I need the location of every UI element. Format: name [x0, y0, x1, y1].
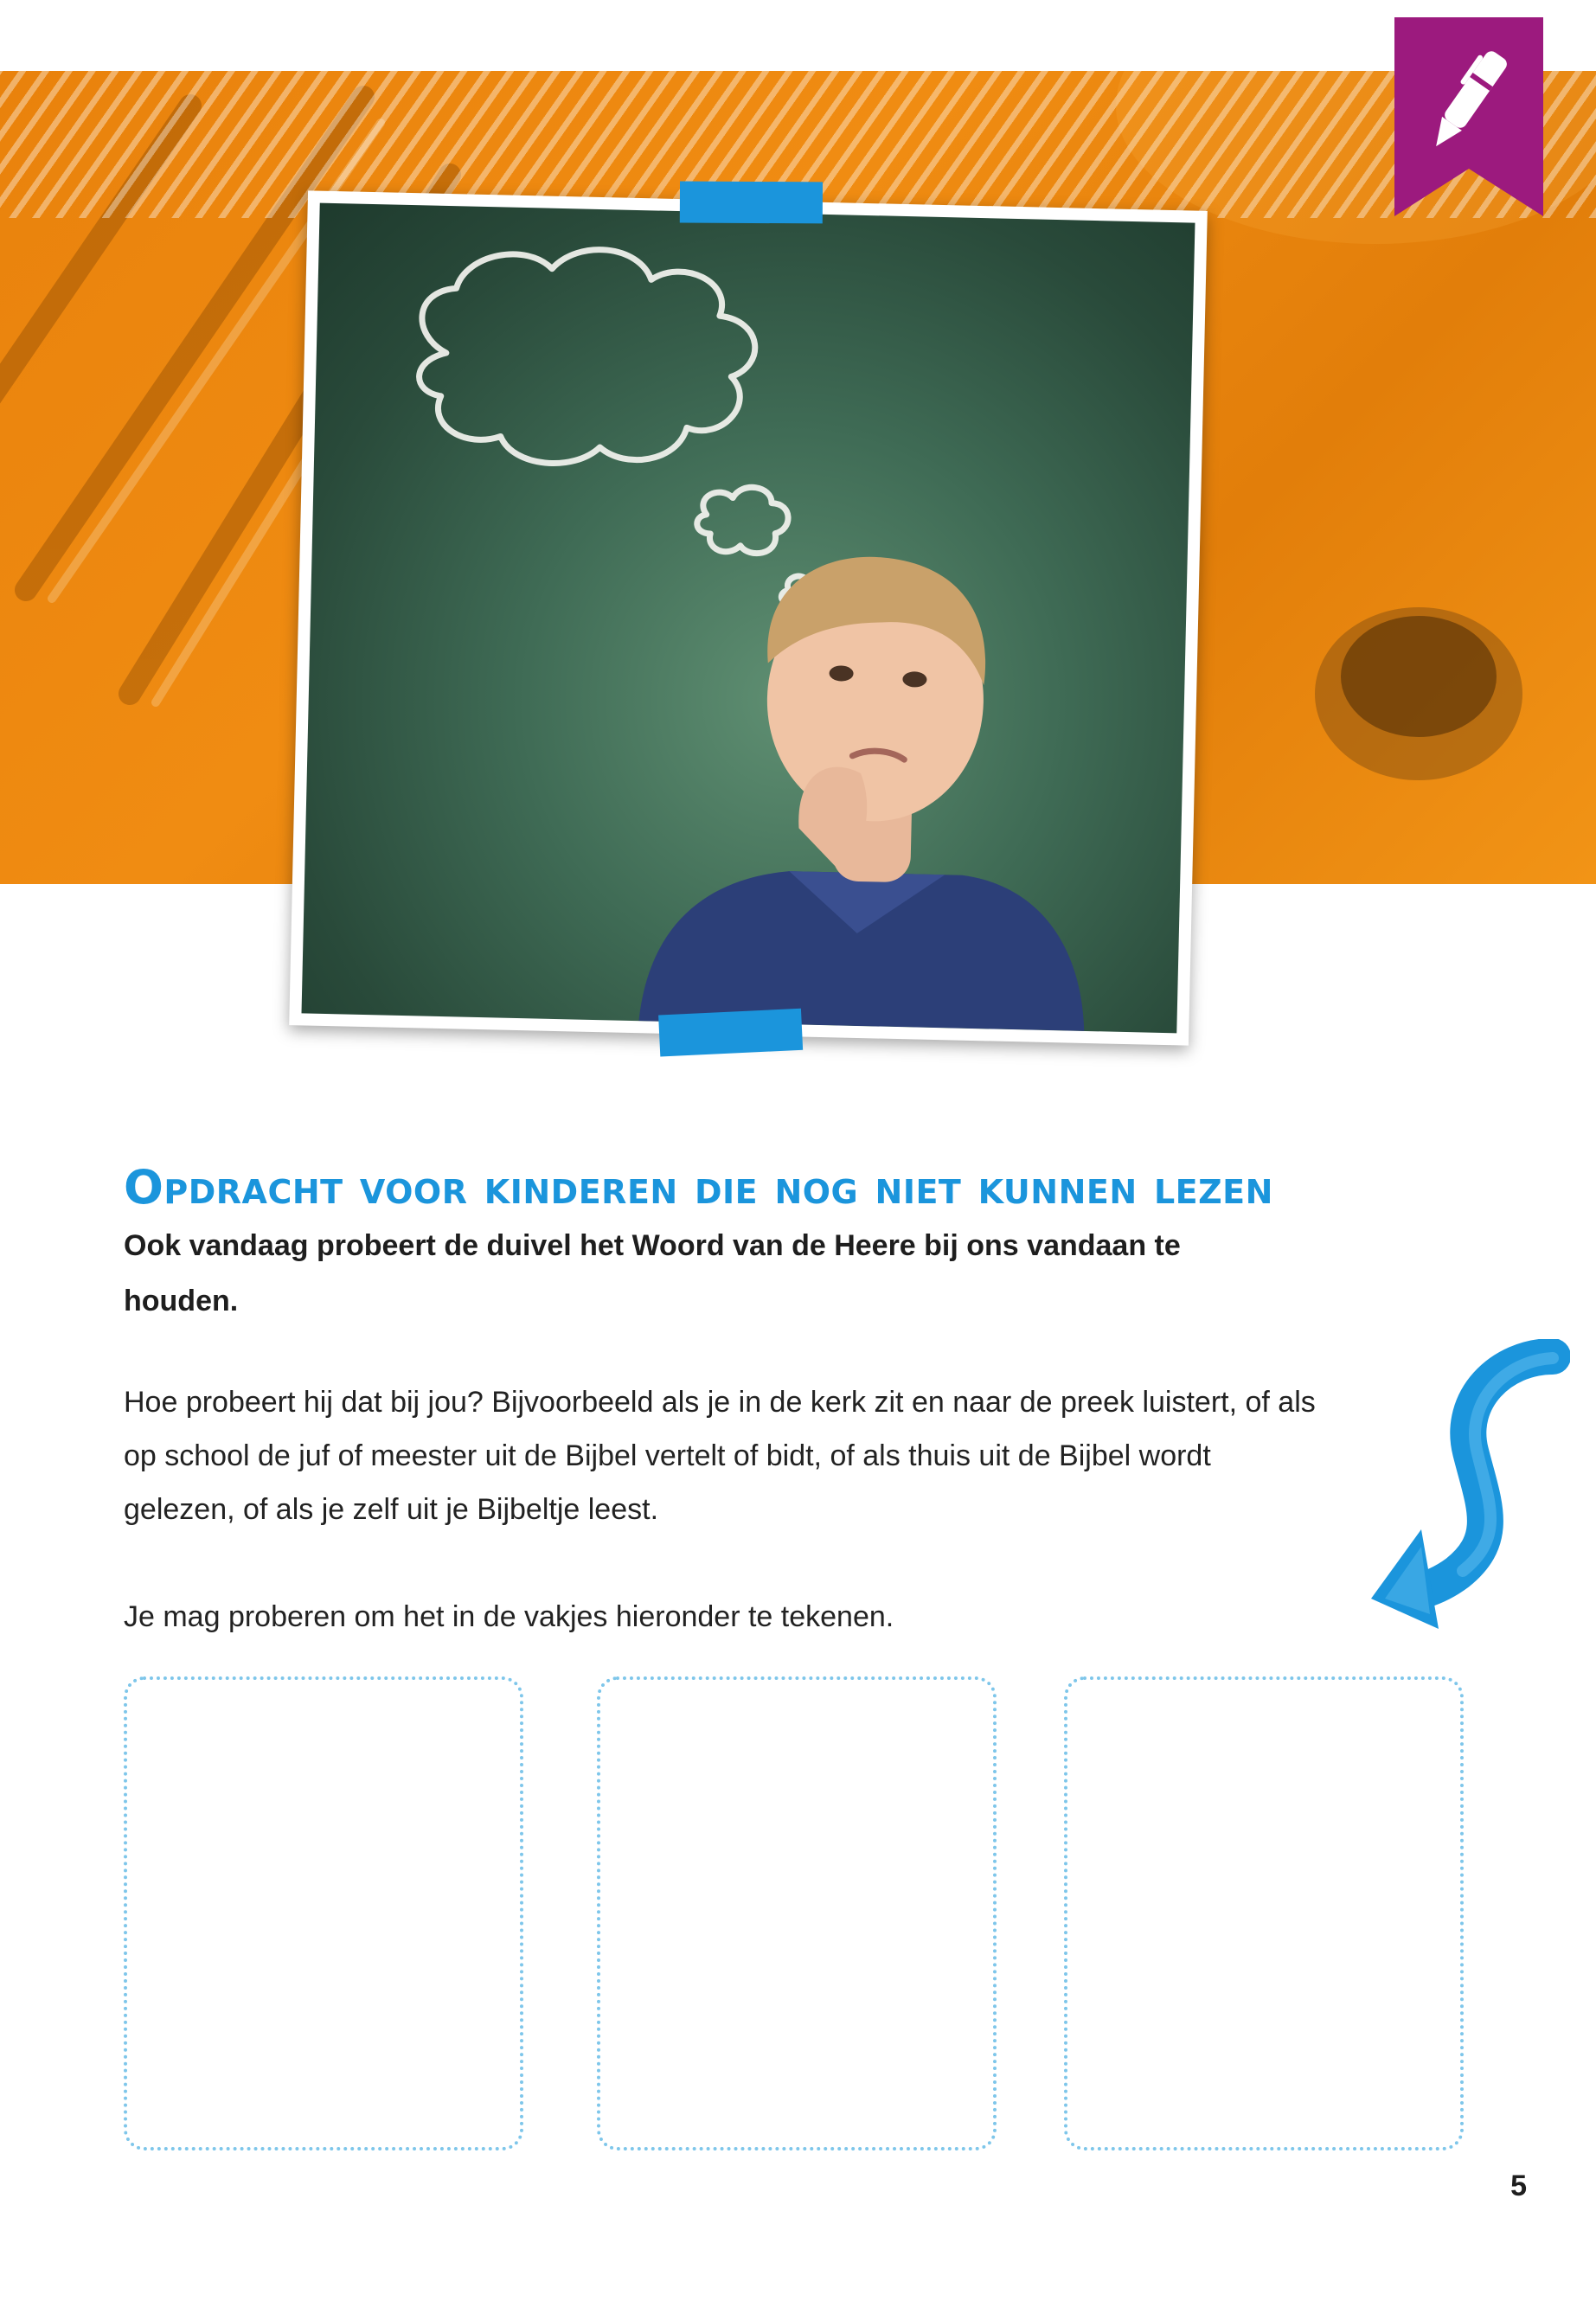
- curved-arrow-icon: [1354, 1339, 1570, 1638]
- thinking-boy-chalkboard-photo: [302, 203, 1195, 1034]
- drawing-box-1[interactable]: [124, 1676, 523, 2150]
- photo-card: [289, 190, 1208, 1045]
- boy-figure: [638, 552, 1094, 1031]
- assignment-heading: Opdracht voor kinderen die nog niet kunnen lezen: [124, 1160, 1273, 1215]
- tape-bottom: [658, 1009, 803, 1057]
- bookmark-ribbon: [1394, 17, 1543, 216]
- thought-bubble-icon: [413, 246, 844, 620]
- page-number: 5: [1510, 2170, 1527, 2202]
- drawing-box-2[interactable]: [597, 1676, 997, 2150]
- body-paragraph-1: Hoe probeert hij dat bij jou? Bijvoorbeeld als je in de kerk zit en naar de preek luistert, of als op school de juf of meester uit de Bijbel vertelt of bidt, of als thuis uit de Bijbel wordt gelezen, of als je zelf uit je Bijbeltje leest.: [124, 1386, 1316, 1526]
- photo-frame: [289, 190, 1208, 1045]
- intro-text: Ook vandaag probeert de duivel het Woord van de Heere bij ons vandaan te houden.: [124, 1229, 1181, 1317]
- drawing-box-3[interactable]: [1064, 1676, 1464, 2150]
- body-paragraph-2: Je mag proberen om het in de vakjes hieronder te tekenen.: [124, 1600, 894, 1633]
- tape-top: [680, 182, 823, 224]
